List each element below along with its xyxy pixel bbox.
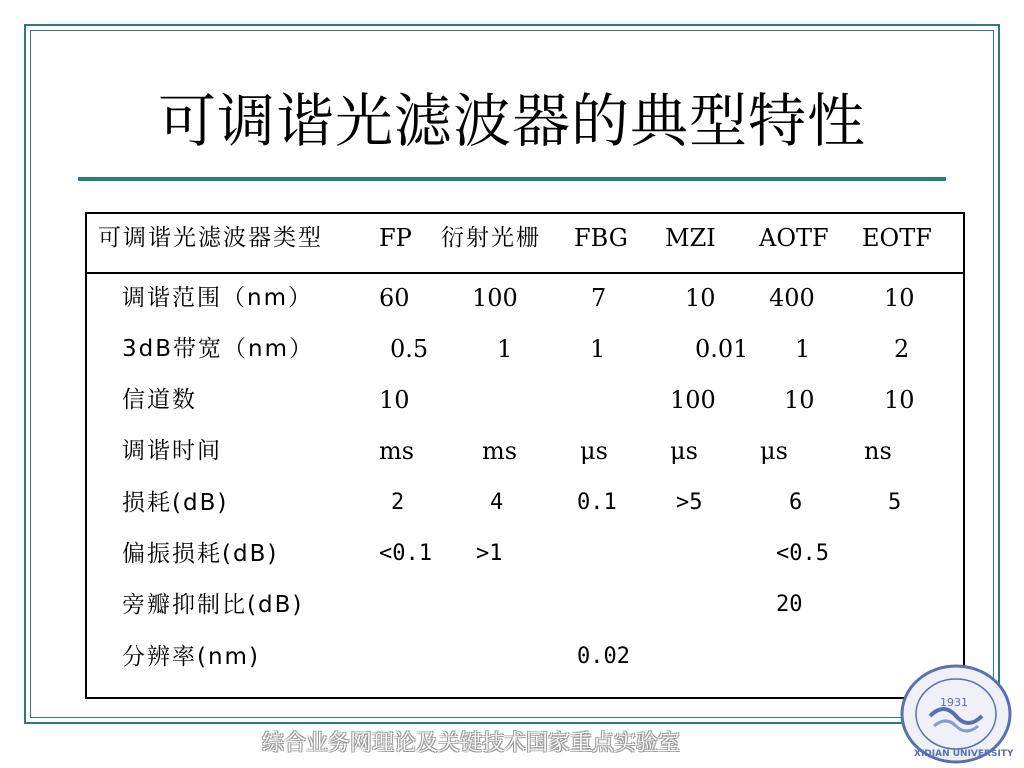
university-seal-logo	[884, 654, 1014, 764]
table-cell: 4	[490, 490, 504, 515]
table-cell: 10	[379, 386, 410, 414]
row-label-loss: 损耗(dB)	[122, 490, 229, 516]
table-cell: 100	[472, 284, 518, 312]
header-eotf: EOTF	[862, 224, 932, 252]
slide-title: 可调谐光滤波器的典型特性	[157, 87, 866, 155]
table-header-divider	[85, 272, 965, 274]
table-cell: 100	[670, 386, 716, 414]
table-cell: 10	[784, 386, 815, 414]
table-cell: 2	[391, 490, 405, 515]
table-cell: 0.02	[577, 644, 630, 669]
table-cell: >5	[676, 490, 703, 515]
table-cell: 400	[769, 284, 815, 312]
header-filter-type: 可调谐光滤波器类型	[98, 225, 323, 251]
header-mzi: MZI	[665, 224, 716, 252]
table-cell: 10	[685, 284, 716, 312]
table-cell: <0.1	[379, 541, 432, 566]
header-fbg: FBG	[574, 224, 628, 252]
table-cell: μs	[580, 437, 608, 465]
table-cell: ns	[864, 437, 892, 465]
table-cell: 0.1	[577, 490, 617, 515]
row-label-3db-bandwidth: 3dB带宽（nm）	[122, 336, 314, 362]
header-grating: 衍射光栅	[441, 225, 541, 251]
table-cell: 0.5	[390, 335, 429, 363]
table-cell: 10	[884, 386, 915, 414]
table-cell: 7	[591, 284, 607, 312]
table-cell: 6	[789, 490, 803, 515]
table-cell: 1	[497, 335, 513, 363]
row-label-sidelobe-suppression: 旁瓣抑制比(dB)	[122, 592, 304, 618]
logo-year: 1931	[940, 696, 968, 709]
table-cell: μs	[670, 437, 698, 465]
table-cell: 2	[894, 335, 910, 363]
table-cell: 20	[776, 592, 803, 617]
table-cell: 1	[795, 335, 811, 363]
table-cell: 5	[888, 490, 902, 515]
row-label-polarization-loss: 偏振损耗(dB)	[122, 541, 279, 567]
header-aotf: AOTF	[759, 224, 829, 252]
row-label-channels: 信道数	[122, 387, 197, 413]
row-label-resolution: 分辨率(nm)	[122, 644, 260, 670]
table-cell: 60	[379, 284, 410, 312]
table-cell: 1	[590, 335, 606, 363]
table-cell: ms	[482, 437, 518, 465]
row-label-tuning-range: 调谐范围（nm）	[122, 285, 313, 311]
table-cell: 10	[884, 284, 915, 312]
table-cell: >1	[476, 541, 503, 566]
logo-text: XIDIAN UNIVERSITY	[914, 749, 1014, 759]
table-cell: ms	[379, 437, 415, 465]
table-cell: <0.5	[776, 541, 829, 566]
table-cell: 0.01	[695, 335, 749, 363]
header-fp: FP	[379, 224, 412, 252]
title-underline	[78, 177, 946, 181]
row-label-tuning-time: 调谐时间	[122, 438, 222, 464]
table-cell: μs	[760, 437, 788, 465]
footer-lab-name: 综合业务网理论及关键技术国家重点实验室	[262, 731, 681, 756]
